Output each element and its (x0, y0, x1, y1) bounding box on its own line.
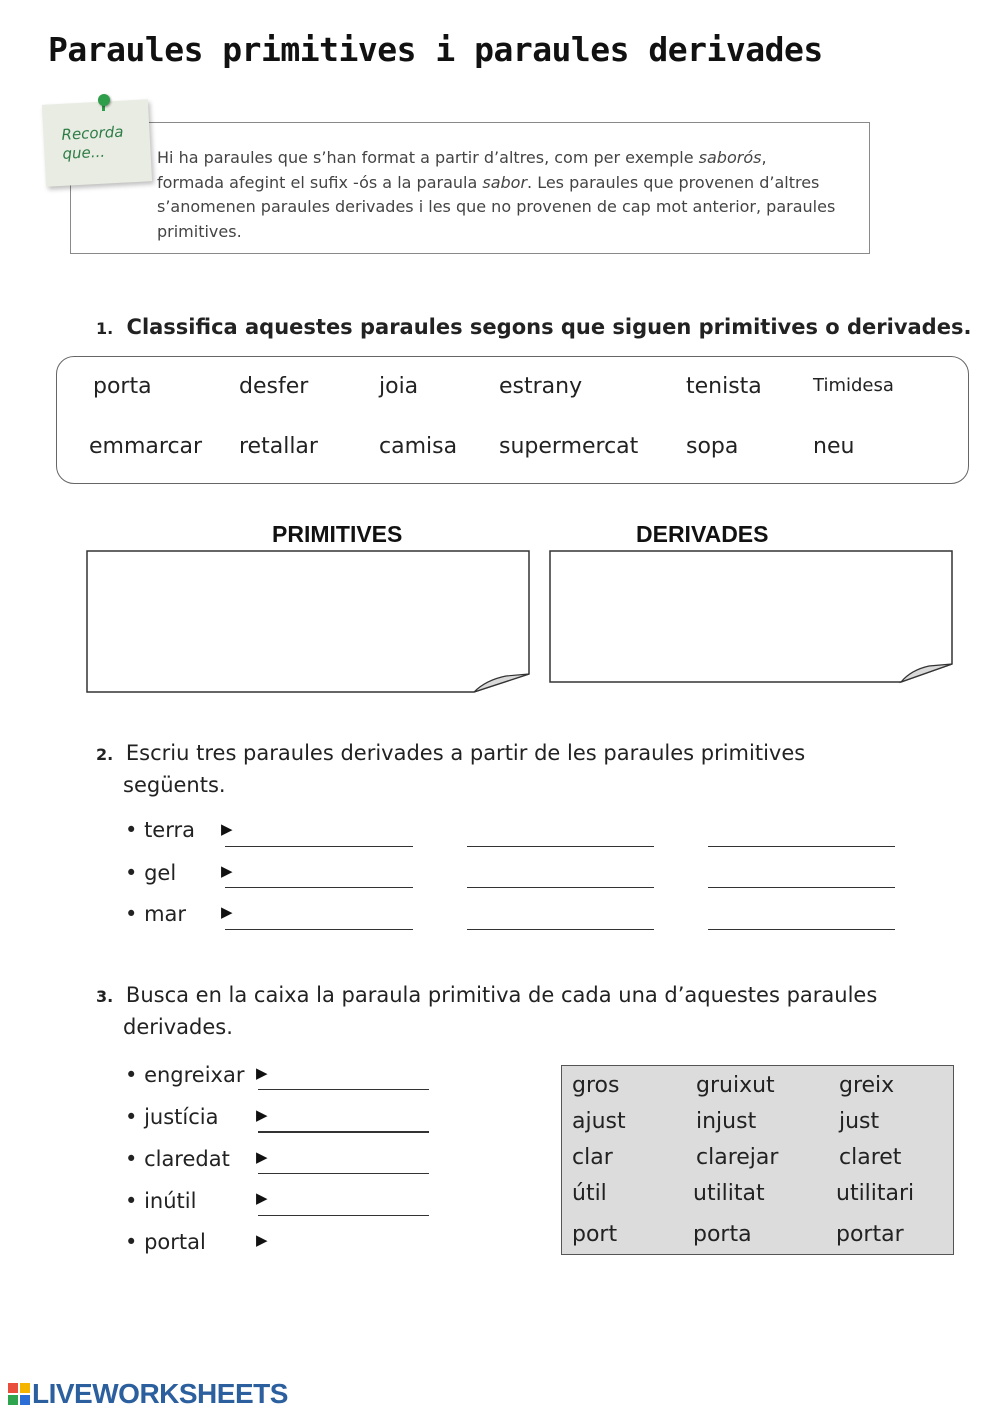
answer-line[interactable] (258, 1173, 429, 1174)
answer-line[interactable] (225, 929, 413, 930)
answer-line[interactable] (225, 846, 413, 847)
word-item[interactable]: tenista (686, 374, 762, 399)
sticky-note (42, 99, 152, 186)
choice-word: utilitari (836, 1181, 915, 1206)
bullet-label: portal (144, 1230, 206, 1254)
choice-word: greix (839, 1073, 895, 1098)
bullet-label: mar (144, 902, 187, 926)
choice-word: portar (836, 1222, 904, 1247)
word-item[interactable]: desfer (239, 374, 309, 399)
answer-line[interactable] (708, 846, 895, 847)
choice-word: port (572, 1222, 618, 1247)
bullet-label: engreixar (144, 1063, 245, 1087)
choice-word: clarejar (696, 1145, 779, 1170)
bullet-item: • engreixar (125, 1063, 245, 1087)
question-text: Classifica aquestes paraules segons que siguen primitives o derivades. (126, 315, 972, 339)
derivades-drop-zone[interactable] (549, 550, 955, 686)
question-text: Escriu tres paraules derivades a partir de les paraules primitives (125, 741, 806, 765)
pushpin-icon (98, 94, 110, 106)
choice-word: clar (572, 1145, 613, 1170)
answer-line[interactable] (467, 887, 654, 888)
answer-line[interactable] (258, 1089, 429, 1090)
choice-word: ajust (572, 1109, 626, 1134)
answer-line[interactable] (708, 929, 895, 930)
word-item[interactable]: emmarcar (89, 434, 203, 459)
arrow-right-icon: ▶ (256, 1064, 268, 1082)
word-item[interactable]: estrany (499, 374, 583, 399)
answer-line[interactable] (708, 887, 895, 888)
column-heading-derivades: DERIVADES (636, 521, 769, 547)
question-2-continued: següents. (123, 773, 226, 797)
word-item[interactable]: joia (379, 374, 419, 399)
word-item[interactable]: retallar (239, 434, 318, 459)
bullet-item: • portal (125, 1230, 206, 1254)
answer-line[interactable] (258, 1215, 429, 1216)
choice-word: utilitat (693, 1181, 765, 1206)
bullet-label: justícia (144, 1105, 219, 1129)
info-text-part: , formada afegint el sufix -ós a la paraula (157, 148, 767, 192)
info-example-word: saborós (698, 148, 762, 167)
page-title: Paraules primitives i paraules derivades (48, 30, 823, 69)
arrow-right-icon: ▶ (256, 1189, 268, 1207)
bullet-label: terra (144, 818, 195, 842)
info-text (157, 146, 837, 244)
arrow-right-icon: ▶ (221, 820, 233, 838)
word-item[interactable]: camisa (379, 434, 458, 459)
info-example-word: sabor (482, 172, 528, 192)
answer-line[interactable] (225, 887, 413, 888)
answer-line[interactable] (258, 1131, 429, 1133)
arrow-right-icon: ▶ (221, 903, 233, 921)
note-line-2: que... (62, 142, 106, 163)
primitives-drop-zone[interactable] (86, 550, 532, 696)
bullet-label: inútil (144, 1189, 197, 1213)
question-number: 3. (96, 987, 114, 1006)
bullet-item: • terra (125, 818, 195, 842)
info-text-part: Hi ha paraules que s’han format a partir d’altres, com per exemple (157, 148, 699, 167)
bullet-item: • inútil (125, 1189, 197, 1213)
question-1 (96, 311, 971, 345)
choice-word: útil (572, 1181, 607, 1206)
word-item[interactable]: porta (93, 374, 152, 399)
bullet-label: claredat (144, 1147, 230, 1171)
choice-word: claret (839, 1145, 902, 1170)
question-3 (96, 979, 877, 1013)
liveworksheets-logo[interactable] (8, 1378, 288, 1410)
liveworksheets-logo-icon (8, 1383, 30, 1405)
arrow-right-icon: ▶ (256, 1106, 268, 1124)
bullet-item: • mar (125, 902, 187, 926)
choice-word: gruixut (696, 1073, 775, 1098)
logo-text: LIVEWORKSHEETS (32, 1378, 288, 1409)
choice-word: porta (693, 1222, 752, 1247)
question-number: 1. (96, 319, 114, 338)
word-item[interactable]: neu (813, 434, 855, 459)
word-item[interactable]: Timidesa (813, 375, 894, 396)
question-3-continued: derivades. (123, 1015, 233, 1039)
question-number: 2. (96, 745, 114, 764)
choice-word: just (839, 1109, 880, 1134)
answer-line[interactable] (467, 929, 654, 930)
arrow-right-icon: ▶ (256, 1231, 268, 1249)
answer-line[interactable] (467, 846, 654, 847)
arrow-right-icon: ▶ (221, 862, 233, 880)
bullet-item: • gel (125, 861, 177, 885)
word-item[interactable]: sopa (686, 434, 739, 459)
bullet-item: • claredat (125, 1147, 230, 1171)
question-2 (96, 737, 805, 771)
question-text: Busca en la caixa la paraula primitiva de cada una d’aquestes paraules (125, 983, 878, 1007)
word-item[interactable]: supermercat (499, 434, 639, 459)
note-line-1: Recorda (61, 122, 124, 144)
choice-word: gros (572, 1073, 620, 1098)
bullet-item: • justícia (125, 1105, 219, 1129)
column-heading-primitives: PRIMITIVES (272, 521, 403, 547)
bullet-label: gel (144, 861, 177, 885)
arrow-right-icon: ▶ (256, 1148, 268, 1166)
info-text-part: . Les paraules que provenen d’altres s’anomenen paraules derivades i les que no provenen de cap mot anterior, paraules primitives. (157, 172, 836, 241)
choice-word: injust (696, 1109, 757, 1134)
